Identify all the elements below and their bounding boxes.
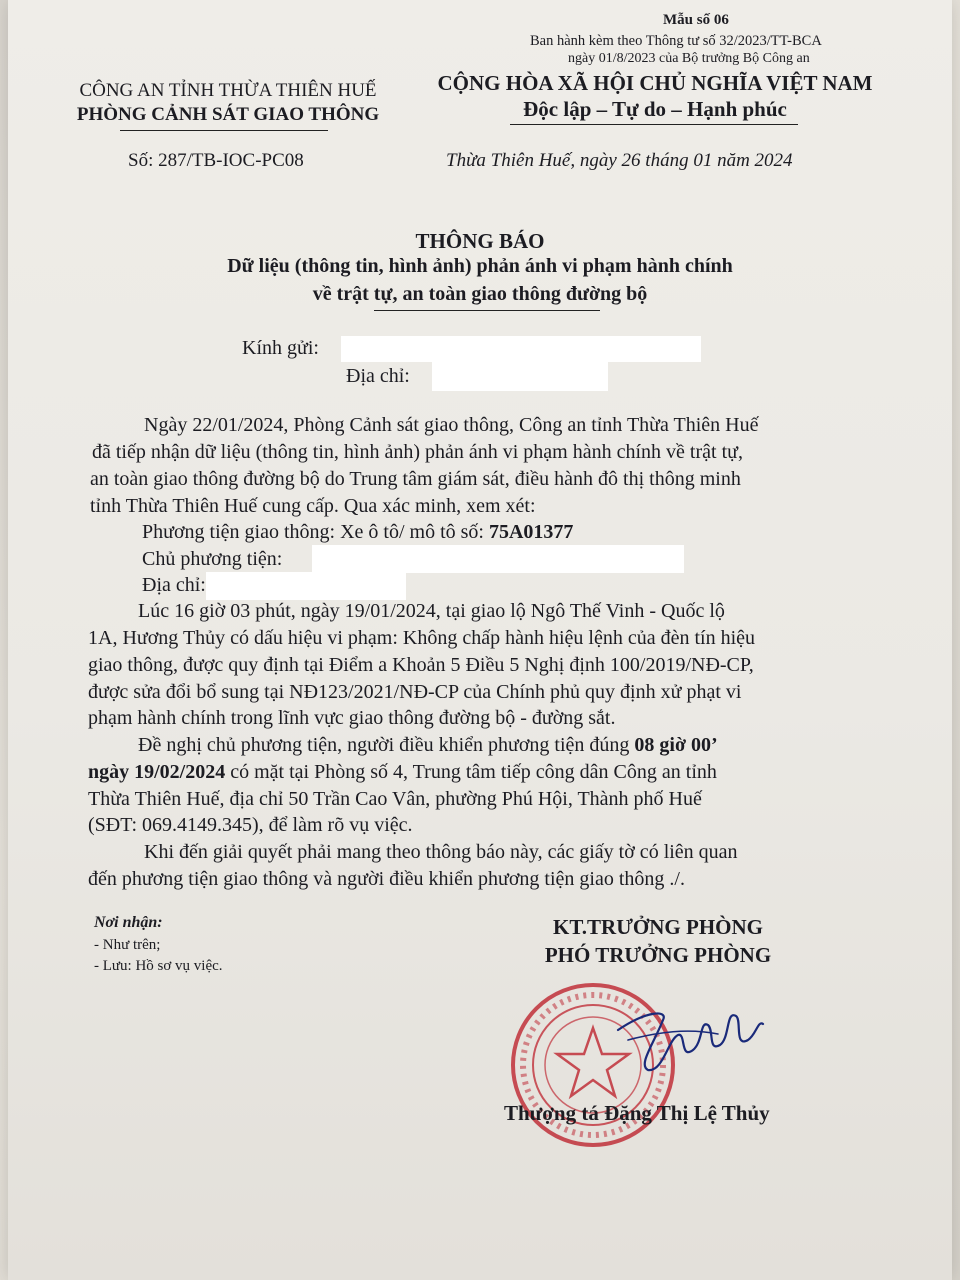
body-line: giao thông, được quy định tại Điểm a Khoản 5 Điều 5 Nghị định 100/2019/NĐ-CP, (88, 654, 754, 676)
signer-title-1: KT.TRƯỞNG PHÒNG (553, 915, 763, 939)
body-line: Khi đến giải quyết phải mang theo thông báo này, các giấy tờ có liên quan (144, 841, 738, 863)
agency-parent: CÔNG AN TỈNH THỪA THIÊN HUẾ (79, 80, 377, 101)
title-underline (374, 310, 600, 311)
body-line (138, 734, 718, 757)
agency-underline (120, 130, 328, 131)
body-line: tỉnh Thừa Thiên Huế cung cấp. Qua xác minh, xem xét: (90, 495, 536, 517)
body-line: 1A, Hương Thủy có dấu hiệu vi phạm: Không chấp hành hiệu lệnh của đèn tín hiệu (88, 627, 756, 649)
redacted-owner-name (312, 545, 684, 573)
body-line (88, 761, 717, 784)
document-number: Số: 287/TB-IOC-PC08 (128, 150, 304, 171)
form-issued-line2: ngày 01/8/2023 của Bộ trưởng Bộ Công an (568, 51, 810, 66)
appointment-date: ngày 19/02/2024 (88, 761, 226, 783)
body-line: Ngày 22/01/2024, Phòng Cảnh sát giao thông, Công an tỉnh Thừa Thiên Huế (144, 414, 759, 436)
vehicle-plate: 75A01377 (488, 521, 574, 543)
form-number: Mẫu số 06 (663, 12, 729, 28)
redacted-recipient-name (341, 336, 701, 362)
owner-label: Chủ phương tiện: (142, 548, 283, 570)
signer-title-2: PHÓ TRƯỞNG PHÒNG (544, 943, 772, 967)
document-subtitle-1: Dữ liệu (thông tin, hình ảnh) phản ánh vi phạm hành chính (227, 255, 733, 277)
body-line: đến phương tiện giao thông và người điều khiển phương tiện giao thông ./. (88, 868, 685, 890)
signer-name: Thượng tá Đặng Thị Lệ Thủy (504, 1101, 770, 1125)
recipient-address-label: Địa chỉ: (346, 365, 410, 387)
recipient-label: Kính gửi: (242, 337, 319, 359)
redacted-recipient-address (432, 361, 608, 391)
recipients-item: - Như trên; (94, 937, 161, 953)
document-title: THÔNG BÁO (415, 229, 545, 253)
nation-title: CỘNG HÒA XÃ HỘI CHỦ NGHĨA VIỆT NAM (437, 71, 873, 95)
body-line: đã tiếp nhận dữ liệu (thông tin, hình ảnh) phản ánh vi phạm hành chính về trật tự, (92, 441, 743, 463)
body-line: phạm hành chính trong lĩnh vực giao thông đường bộ - đường sắt. (88, 707, 616, 729)
location-text: có mặt tại Phòng số 4, Trung tâm tiếp công dân Công an tỉnh (225, 761, 717, 783)
body-line: được sửa đổi bổ sung tại NĐ123/2021/NĐ-CP của Chính phủ quy định xử phạt vi (88, 681, 742, 703)
document-page (8, 0, 952, 1280)
body-line: an toàn giao thông đường bộ do Trung tâm giám sát, điều hành đô thị thông minh (90, 468, 741, 490)
request-text: Đề nghị chủ phương tiện, người điều khiển phương tiện đúng (138, 734, 635, 756)
body-line: Lúc 16 giờ 03 phút, ngày 19/01/2024, tại giao lộ Ngô Thế Vinh - Quốc lộ (138, 600, 725, 622)
appointment-time: 08 giờ 00’ (634, 734, 718, 756)
owner-address-label: Địa chỉ: (142, 574, 206, 596)
redacted-owner-address (206, 572, 406, 600)
body-line: (SĐT: 069.4149.345), để làm rõ vụ việc. (88, 814, 413, 836)
form-issued-line1: Ban hành kèm theo Thông tư số 32/2023/TT-BCA (530, 33, 822, 49)
motto: Độc lập – Tự do – Hạnh phúc (523, 97, 787, 121)
vehicle-label: Phương tiện giao thông: Xe ô tô/ mô tô số: (142, 521, 484, 543)
motto-underline (510, 124, 798, 125)
place-date: Thừa Thiên Huế, ngày 26 tháng 01 năm 2024 (446, 150, 793, 171)
recipients-label: Nơi nhận: (94, 914, 163, 931)
body-line: Thừa Thiên Huế, địa chỉ 50 Trần Cao Vân, phường Phú Hội, Thành phố Huế (88, 788, 702, 810)
document-subtitle-2: về trật tự, an toàn giao thông đường bộ (312, 283, 648, 305)
recipients-item: - Lưu: Hồ sơ vụ việc. (94, 958, 223, 974)
agency-name: PHÒNG CẢNH SÁT GIAO THÔNG (76, 104, 380, 125)
vehicle-line (142, 521, 573, 544)
handwritten-signature (608, 990, 768, 1080)
